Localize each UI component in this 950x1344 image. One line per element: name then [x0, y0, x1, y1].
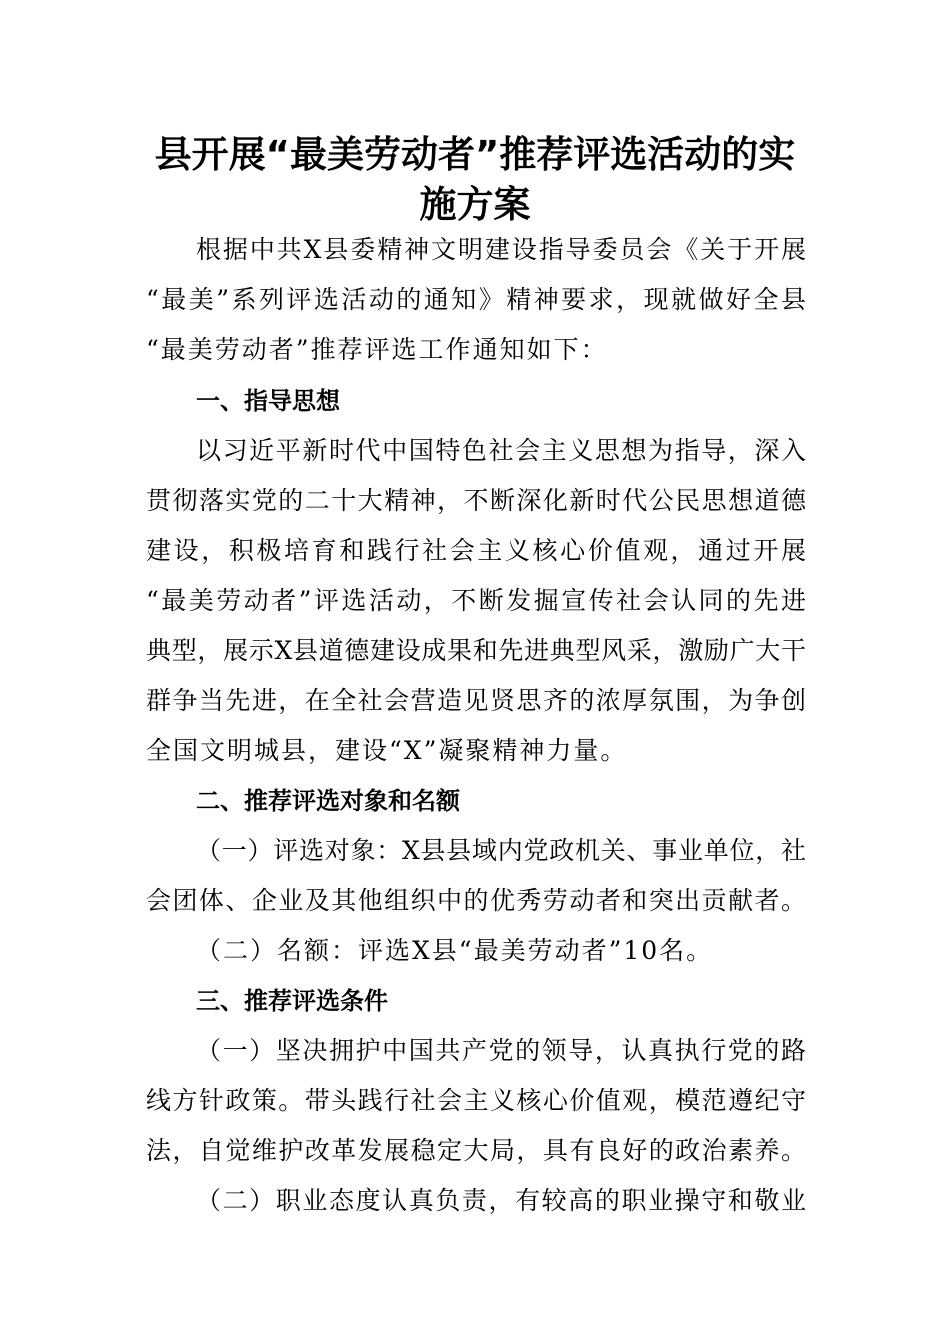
- section-3-line-1: （一）坚决拥护中国共产党的领导，认真执行党的路: [196, 1036, 806, 1065]
- section-3-line-2: 线方针政策。带头践行社会主义核心价值观，模范遵纪守: [146, 1086, 806, 1115]
- intro-line-3: “最美劳动者”推荐评选工作通知如下：: [146, 335, 608, 364]
- intro-line-1: 根据中共X县委精神文明建设指导委员会《关于开展: [196, 235, 806, 264]
- section-1-line-3: 建设，积极培育和践行社会主义核心价值观，通过开展: [146, 536, 806, 565]
- document-title-line-1: 县开展“最美劳动者”推荐评选活动的实: [154, 133, 796, 176]
- section-1-line-4: “最美劳动者”评选活动，不断发掘宣传社会认同的先进: [146, 586, 806, 615]
- section-2-line-3: （二）名额：评选X县“最美劳动者”10名。: [196, 936, 714, 965]
- section-2-line-1: （一）评选对象：X县县域内党政机关、事业单位，社: [196, 836, 806, 865]
- section-1-line-2: 贯彻落实党的二十大精神，不断深化新时代公民思想道德: [146, 486, 806, 515]
- document-title-line-2: 施方案: [419, 183, 531, 226]
- section-1-line-7: 全国文明城县，建设“X”凝聚精神力量。: [146, 736, 628, 765]
- section-1-heading: 一、指导思想: [196, 387, 340, 415]
- section-1-line-1: 以习近平新时代中国特色社会主义思想为指导，深入: [196, 436, 806, 465]
- section-2-line-2: 会团体、企业及其他组织中的优秀劳动者和突出贡献者。: [146, 886, 806, 915]
- section-2-heading: 二、推荐评选对象和名额: [196, 787, 460, 815]
- section-3-line-4: （二）职业态度认真负责，有较高的职业操守和敬业: [196, 1186, 806, 1215]
- section-3-line-3: 法，自觉维护改革发展稳定大局，具有良好的政治素养。: [146, 1136, 806, 1165]
- section-1-line-6: 群争当先进，在全社会营造见贤思齐的浓厚氛围，为争创: [146, 686, 806, 715]
- section-3-heading: 三、推荐评选条件: [196, 987, 388, 1015]
- intro-line-2: “最美”系列评选活动的通知》精神要求，现就做好全县: [146, 285, 806, 314]
- section-1-line-5: 典型，展示X县道德建设成果和先进典型风采，激励广大干: [146, 636, 806, 665]
